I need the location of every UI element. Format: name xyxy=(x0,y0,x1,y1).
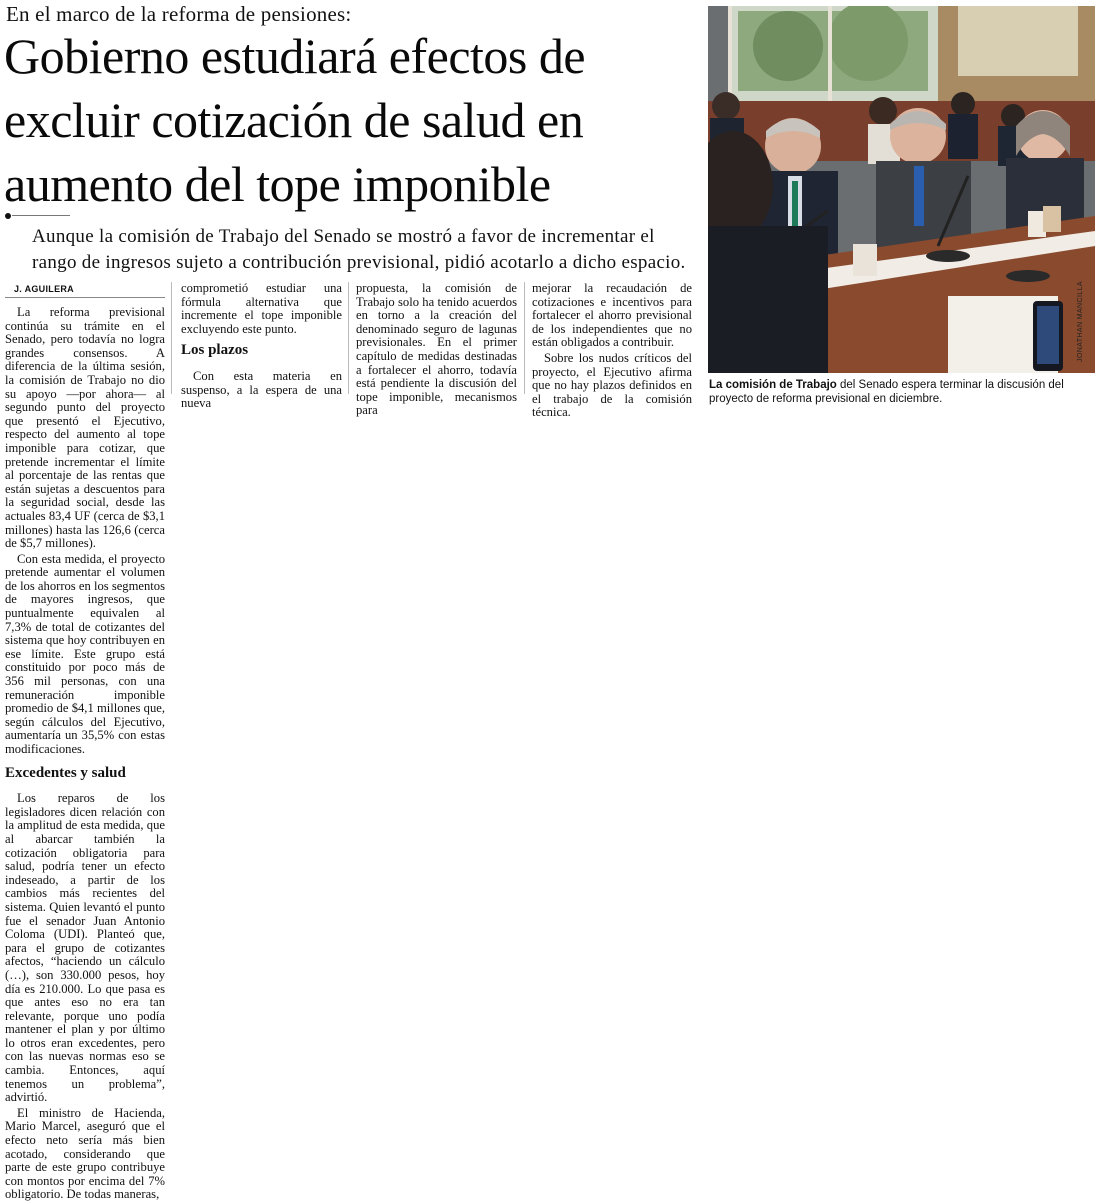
subheading: Excedentes y salud xyxy=(5,764,126,781)
deck-rule xyxy=(12,215,70,216)
paragraph: Con esta medida, el proyecto pretende aumentar el volumen de los ahorros en los segmentos de mayores ingresos, que puntualmente equivalen al 7,3% de total de cotizantes del sistema que hoy contribuyen en ese límite. Este grupo está constituido por poco más de 356 mil personas, con una remuneración imponible promedio de $4,1 millones que, según cálculos del Ejecutivo, aumentaría un 35,5% con estas modificaciones. xyxy=(5,551,165,756)
paragraph: mejorar la recaudación de cotizaciones e incentivos para fortalecer el ahorro previsional de los independientes que no están obligados a contribuir. xyxy=(532,281,692,350)
subheading: Los plazos xyxy=(181,342,249,359)
article-headline: Gobierno estudiará efectos de excluir cotización de salud en aumento del tope imponible xyxy=(4,28,586,212)
column-3 xyxy=(356,282,517,420)
column-2 xyxy=(181,282,342,413)
byline: J. AGUILERA xyxy=(14,284,74,294)
article-deck: Aunque la comisión de Trabajo del Senado se mostró a favor de incrementar el rango de ingresos sujeto a contribución previsional, pidió acotarlo a dicho espacio. xyxy=(32,226,686,273)
photo-credit: JONATHAN MANCILLA xyxy=(1077,281,1084,362)
deck-bullet-icon xyxy=(5,213,11,219)
paragraph: Con esta materia en suspenso, a la espera de una nueva xyxy=(181,368,342,411)
column-4 xyxy=(532,282,692,422)
paragraph: Los reparos de los legisladores dicen relación con la amplitud de esta medida, que al abarcar también la cotización obligatoria para salud, podría tener un efecto indeseado, a partir de los cambios más recientes del sistema. Quien levantó el punto fue el senador Juan Antonio Coloma (UDI). Planteó que, para el grupo de cotizantes afectos, “haciendo un cálculo (…), son 330.000 pesos, hoy día es 210.000. Lo que pasa es que antes eso no era tan relevante, porque uno podía mantener el plan y por último lo otros eran excedentes, pero con las nuevas normas eso se cambia. Entonces, aquí tenemos un problema”, advirtió. xyxy=(5,791,165,1105)
column-rule xyxy=(171,282,172,394)
byline-rule xyxy=(5,297,165,298)
caption-text: del Senado espera terminar la discusión del proyecto de reforma previsional en diciembre. xyxy=(709,379,1064,405)
column-rule xyxy=(348,282,349,394)
photo-caption xyxy=(709,378,1097,406)
paragraph: La reforma previsional continúa su trámite en el Senado, pero todavía no logra grandes consensos. A diferencia de la última sesión, la comisión de Trabajo no dio su apoyo —por ahora— al segundo punto del proyecto que presentó el Ejecutivo, respecto del aumento al tope imponible para cotizar, que pretende incrementar el límite al porcentaje de las rentas que están sujetas a descuentos para la seguridad social, desde las actuales 83,4 UF (cerca de $3,1 millones) hasta las 126,6 (cerca de $5,7 millones). xyxy=(5,305,165,551)
column-rule xyxy=(524,282,525,394)
paragraph: propuesta, la comisión de Trabajo solo ha tenido acuerdos en torno a la creación del denominado seguro de lagunas previsionales. En el primer capítulo de medidas destinadas a fortalecer el ahorro, todavía está pendiente la discusión del tope imponible, mecanismos para xyxy=(356,281,517,418)
caption-lead: La comisión de Trabajo xyxy=(709,379,837,391)
paragraph: El ministro de Hacienda, Mario Marcel, aseguró que el efecto neto sería más bien acotado, considerando que parte de este grupo contribuye con montos por encima del 7% obligatorio. De todas maneras, xyxy=(5,1105,165,1202)
column-1 xyxy=(5,306,165,1204)
paragraph: Sobre los nudos críticos del proyecto, el Ejecutivo afirma que no hay plazos definidos en el trabajo de la comisión técnica. xyxy=(532,350,692,420)
article-photo xyxy=(708,6,1095,373)
article-kicker: En el marco de la reforma de pensiones: xyxy=(6,2,352,26)
paragraph: comprometió estudiar una fórmula alternativa que incremente el tope imponible excluyendo este punto. xyxy=(181,281,342,336)
